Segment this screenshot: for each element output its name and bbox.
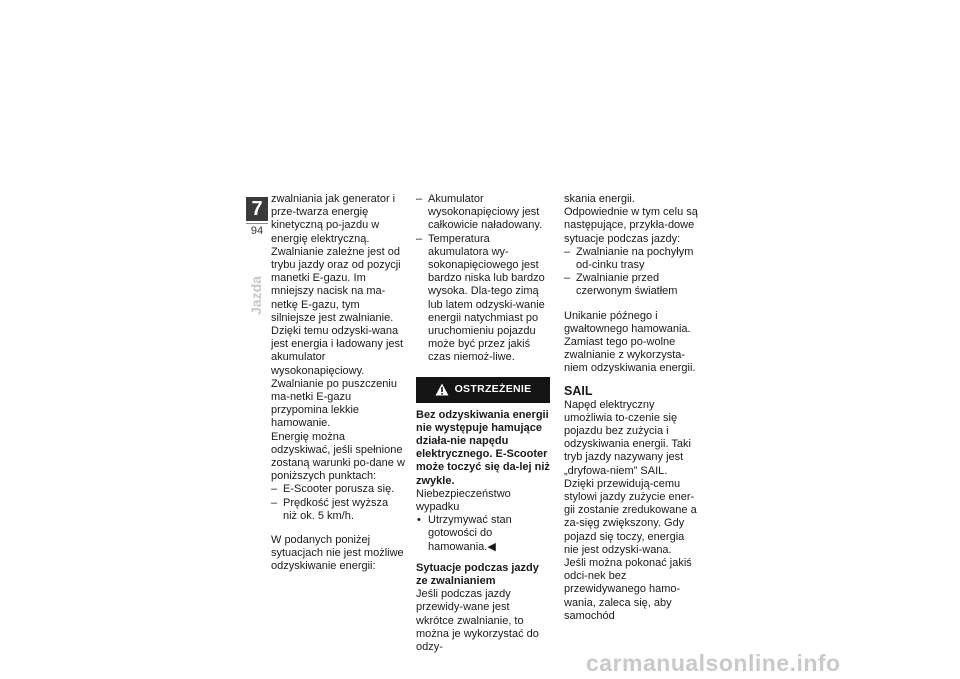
chapter-number: 7 [246,197,268,221]
list-item: – Akumulator wysokonapięciowy jest całkowicie naładowany. [416,193,550,233]
paragraph: Energię można odzyskiwać, jeśli spełnione zostaną warunki po-dane w poniższych punktach: [271,430,405,483]
paragraph: Zwalnianie zależne jest od trybu jazdy oraz od pozycji manetki E-gazu. Im mniejszy nacisk na ma-netkę E-gazu, tym silniejsze jest zwalnianie. Dzięki temu odzyski-wana jest energia i ładowany jest akumulator wysokonapięciowy. [271,245,404,377]
page-number: 94 [246,223,268,238]
list-item: – Zwalnianie przed czerwonym światłem [564,272,698,298]
section-heading: Sytuacje podczas jazdy ze zwalnianiem [416,561,539,588]
paragraph: skania energii. Odpowiednie w tym celu są następujące, przykła-dowe sytuacje podczas jazdy: [564,193,698,245]
paragraph: W podanych poniżej sytuacjach nie jest możliwe odzyskiwanie energii: [271,534,404,573]
chapter-title: Jazda [248,276,264,315]
end-mark-icon: ◀ [487,540,496,553]
list-item: – E-Scooter porusza się. [271,483,405,496]
warning-triangle-icon [435,383,449,396]
warning-title: OSTRZEŻENIE [454,383,532,396]
paragraph: zwalniania jak generator i prze-twarza energię kinetyczną po-jazdu w energię elektryczną. [271,193,396,245]
paragraph: Napęd elektryczny umożliwia to-czenie się pojazdu bez zużycia i odzyskiwania energii. Taki tryb jazdy nazywany jest „dryfowa-niem” SAIL. Dzięki przewidują-cemu stylowi jazdy zużycie ener-gii zostanie zredukowane a za-sięg zwiększony. Gdy pojazd się toczy, energia nie jest odzyski-wana. [564,398,697,556]
paragraph: Unikanie późnego i gwałtownego hamowania. Zamiast tego po-wolne zwalnianie z wykorzysta-niem odzyskiwania energii. [564,309,696,375]
warning-bullet-text: Utrzymywać stan gotowości do hamowania. [428,514,512,553]
column-1 [271,193,405,574]
list-item: – Zwalnianie na pochyłym od-cinku trasy [564,246,698,272]
warning-danger: Niebezpieczeństwo wypadku [416,487,511,514]
section-heading-sail: SAIL [564,383,593,398]
list-item: – Prędkość jest wyższa niż ok. 5 km/h. [271,497,405,523]
list-item: – Temperatura akumulatora wy-sokonapięciowego jest bardzo niska lub bardzo wysoka. Dla-tego zimą lub latem odzyski-wanie energii natychmiast po uruchomieniu pojazdu może być przez jakiś czas niemoż-liwe. [416,233,550,365]
column-2 [416,193,550,654]
paragraph: Jeśli można pokonać jakiś odci-nek bez przewidywanego hamo-wania, zaleca się, aby samochód [564,557,692,622]
warning-header [416,377,550,403]
watermark: carmanualsonline.info [586,650,841,676]
paragraph: Jeśli podczas jazdy przewidy-wane jest wkrótce zwalnianie, to można je wykorzystać do odzy- [416,588,539,654]
paragraph: Zwalnianie po puszczeniu ma-netki E-gazu przypomina lekkie hamowanie. [271,377,397,430]
warning-text: Bez odzyskiwania energii nie występuje hamujące działa-nie napędu elektrycznego. E-Scooter może toczyć się da-lej niż zwykle. [416,408,550,487]
warning-bullet [416,514,550,554]
column-3 [564,193,698,623]
